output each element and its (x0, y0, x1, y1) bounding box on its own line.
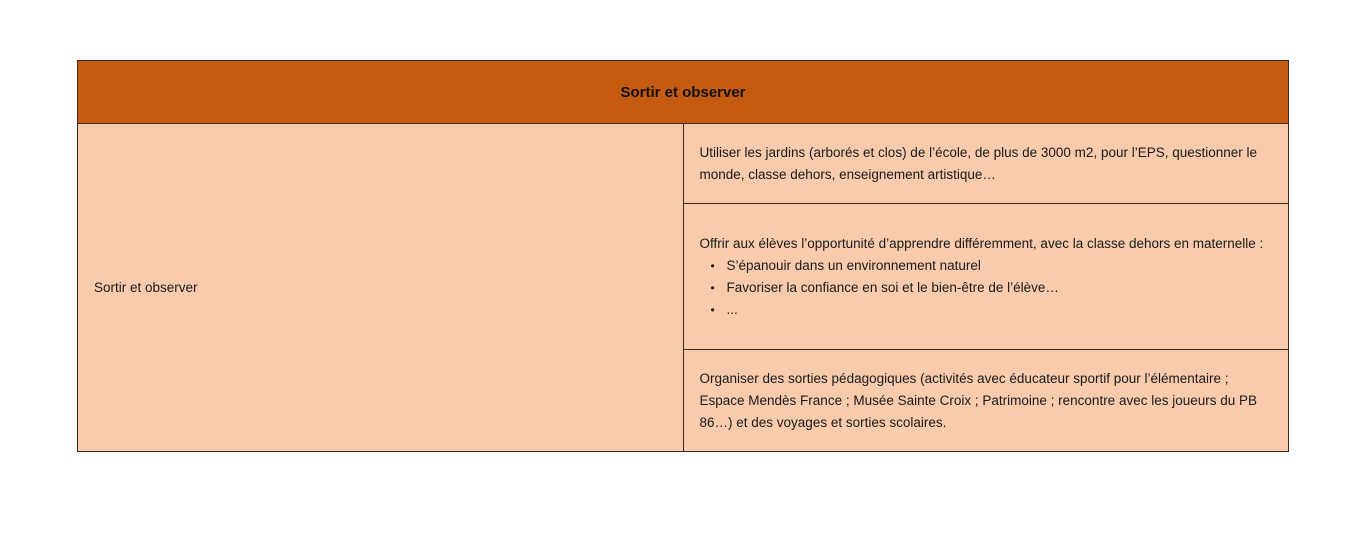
table-row (78, 124, 1289, 204)
content-cell-1 (683, 124, 1289, 204)
content-text-3: Organiser des sorties pédagogiques (activités avec éducateur sportif pour l’élémentaire ; Espace Mendès France ; Musée Sainte Croix ; Patrimoine ; rencontre avec les joueurs du PB 86…) et des voyages et sorties scolaires. (699, 370, 1258, 430)
bullet-list (700, 255, 1273, 321)
table-header: Sortir et observer (78, 61, 1289, 124)
list-item: • ... (727, 299, 1273, 321)
content-text-2: Offrir aux élèves l’opportunité d’apprendre différemment, avec la classe dehors en maternelle : (699, 235, 1264, 251)
list-item: • S’épanouir dans un environnement naturel (727, 255, 1273, 277)
row-label: Sortir et observer (94, 280, 198, 295)
list-item: • Favoriser la confiance en soi et le bien-être de l’élève… (727, 277, 1273, 299)
row-label-cell (78, 124, 684, 452)
table-header-row (78, 61, 1289, 124)
content-text-1: Utiliser les jardins (arborés et clos) de l’école, de plus de 3000 m2, pour l’EPS, questionner le monde, classe dehors, enseignement artistique… (699, 144, 1258, 182)
content-cell-3 (683, 350, 1289, 452)
content-cell-2 (683, 204, 1289, 350)
objectives-table (77, 60, 1289, 452)
